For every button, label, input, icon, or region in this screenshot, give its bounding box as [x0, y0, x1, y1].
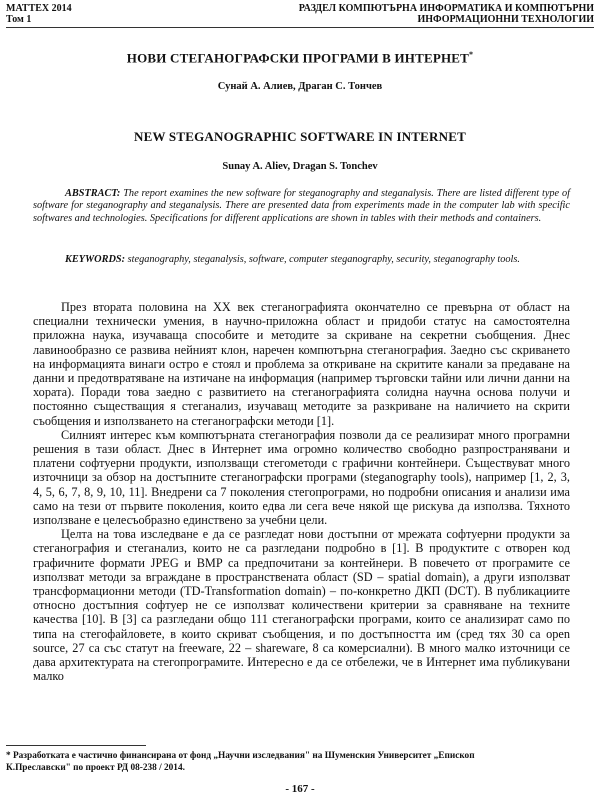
paper-title-bulgarian — [0, 50, 600, 66]
abstract — [33, 188, 570, 225]
page-number: - 167 - — [285, 783, 315, 795]
journal-name: MATTEX 2014 — [6, 3, 72, 14]
journal-volume: Том 1 — [6, 14, 32, 25]
authors-english: Sunay A. Aliev, Dragan S. Tonchev — [222, 161, 378, 172]
header-rule — [6, 27, 594, 28]
body-text — [33, 300, 570, 683]
keywords-text: steganography, steganalysis, software, computer steganography, security, steganography tools. — [127, 254, 520, 265]
keywords-label: KEYWORDS: — [65, 254, 126, 265]
paper-title-bulgarian-text: НОВИ СТЕГАНОГРАФСКИ ПРОГРАМИ В ИНТЕРНЕТ — [126, 50, 470, 66]
body-paragraph-3: Целта на това изследване е да се разгледат нови достъпни от мрежата софтуерни продукти за стеганография и стеганализ, които не са разгледани подробно в [1]. В продуктите с отворен код графичните формати JPEG и BMP са предпочитани за контейнери. В повечето от програмите се използват методи за вграждане в пространствената област (SD – spatial domain), а други използват трансформационни методи (TD-Transformation domain) – по-конкретно ДКП (DCT). В публикациите относно достъпния софтуер не се използват количествени критерии за сравняване на техните качества [10]. В [3] са разгледани общо 111 стеганографски програми, които се анализират само по типа на стегофайловете, в които скриват съобщения, и по достъпността им (сред тях 30 са open source, 27 са със статут на freeware, 22 – shareware, 8 са комерсиални). В много малко източници се дава архитектурата на стегопрограмите. Интересно е да се отбележи, че в Интернет има публикувани малко — [33, 527, 570, 684]
paper-title-english: NEW STEGANOGRAPHIC SOFTWARE IN INTERNET — [134, 129, 466, 144]
abstract-label: ABSTRACT: — [65, 188, 121, 199]
footnote-line-2: К.Преславски" по проект РД 08-238 / 2014. — [6, 763, 185, 773]
section-title-line1: РАЗДЕЛ КОМПЮТЪРНА ИНФОРМАТИКА И КОМПЮТЪРНИ — [298, 3, 594, 14]
body-paragraph-2: Силният интерес към компютърната стеганография позволи да се реализират много програмни решения в тази област. Днес в Интернет има огромно количество свободно разпространявани и платени софтуерни продукти, използващи стегометоди с графични контейнери. Съществуват много източници за обзор на достъпните стеганографски програми (steganography tools), например [1, 2, 3, 4, 5, 6, 7, 8, 9, 10, 11]. Внедрени са 7 поколения стегопрограми, но подробни описания и анализи има само на тези от първите поколения, които едва ли сега вече някой ще рискува да използва. Тяхното използване е целесъобразно единствено за учебни цели. — [33, 427, 570, 528]
body-paragraph-1: През втората половина на XX век стеганографията окончателно се превърна от област на специални технически умения, в научно-приложна област и придоби статус на самостоятелна приложна наука, изучаваща способите и методите за скриване на секретни съобщения. Днес лавинообразно се развива нейният клон, наречен компютърна стеганография. Заедно със скриването на информацията винаги остро е стоял и проблема за откриване на скритите канали за предаване на данни и предотвратяване на изтичане на информация (например търговски тайни или лични данни на хората). Поради това заедно с развитието на стеганографията солидна научна основа получи и постоянно съществащия я стеганализ, изучаващ методите за разкриване на наличието на скрити съобщения и използването на стеганографски методи [1]. — [33, 300, 570, 428]
footnote — [6, 750, 586, 774]
section-title-line2: ИНФОРМАЦИОННИ ТЕХНОЛОГИИ — [417, 14, 594, 25]
footnote-line-1: * Разработката е частично финансирана от фонд „Научни изследвания" на Шуменския Университет „Епископ — [6, 751, 475, 761]
abstract-text: The report examines the new software for steganography and steganalysis. There are listed different type of software for steganography and steganalysis. There are presented data from experiments made in the computer lab with specific softwares and technologies. Specifications for different applications are shown in tables with their methods and containers. — [33, 188, 570, 224]
keywords — [33, 254, 570, 266]
running-head-right — [299, 3, 594, 25]
footnote-marker: * — [469, 50, 474, 59]
running-head-left — [6, 3, 72, 25]
footnote-rule — [6, 745, 146, 746]
running-head — [6, 3, 594, 29]
authors-bulgarian: Сунай А. Алиев, Драган С. Тончев — [217, 81, 383, 92]
